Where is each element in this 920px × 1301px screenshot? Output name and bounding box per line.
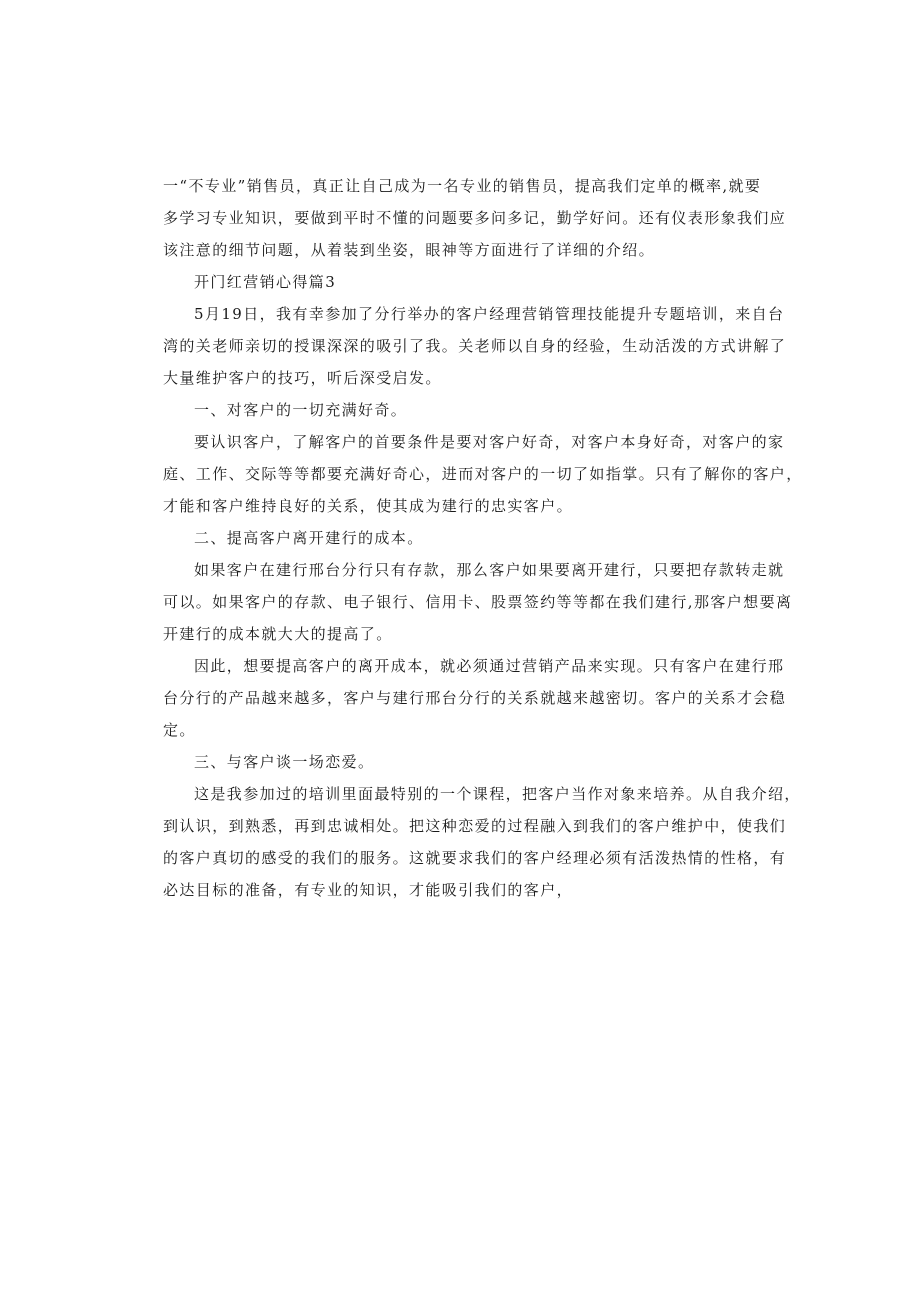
text-line: 必达目标的准备，有专业的知识，才能吸引我们的客户，	[163, 881, 574, 899]
text-line: 5月19日，我有幸参加了分行举办的客户经理营销管理技能提升专题培训，来自台	[194, 305, 785, 323]
text-line: 该注意的细节问题，从着装到坐姿，眼神等方面进行了详细的介绍。	[163, 241, 656, 259]
document-body	[163, 170, 803, 906]
text-line: 庭、工作、交际等等都要充满好奇心，进而对客户的一切了如指掌。只有了解你的客户，	[163, 465, 803, 483]
text-line: 才能和客户维持良好的关系，使其成为建行的忠实客户。	[163, 497, 574, 515]
text-line: 如果客户在建行邢台分行只有存款，那么客户如果要离开建行，只要把存款转走就	[194, 561, 785, 579]
section-heading: 一、对客户的一切充满好奇。	[194, 401, 408, 419]
section-heading: 三、与客户谈一场恋爱。	[194, 753, 375, 771]
text-line: 因此，想要提高客户的离开成本，就必须通过营销产品来实现。只有客户在建行邢	[194, 657, 785, 675]
text-line: 的客户真切的感受的我们的服务。这就要求我们的客户经理必须有活泼热情的性格，有	[163, 849, 787, 867]
text-line: 湾的关老师亲切的授课深深的吸引了我。关老师以自身的经验，生动活泼的方式讲解了	[163, 337, 787, 355]
text-line: 可以。如果客户的存款、电子银行、信用卡、股票签约等等都在我们建行,那客户想要离	[163, 593, 793, 611]
text-line: 多学习专业知识，要做到平时不懂的问题要多问多记，勤学好问。还有仪表形象我们应	[163, 209, 787, 227]
text-line: 一“不专业”销售员，真正让自己成为一名专业的销售员，提高我们定单的概率,就要	[163, 177, 762, 195]
text-line: 定。	[163, 721, 196, 739]
section-heading: 二、提高客户离开建行的成本。	[194, 529, 424, 547]
text-line: 开建行的成本就大大的提高了。	[163, 625, 393, 643]
text-line: 这是我参加过的培训里面最特别的一个课程，把客户当作对象来培养。从自我介绍，	[194, 785, 801, 803]
text-line: 大量维护客户的技巧，听后深受启发。	[163, 369, 442, 387]
section-title: 开门红营销心得篇3	[194, 273, 337, 291]
text-line: 台分行的产品越来越多，客户与建行邢台分行的关系就越来越密切。客户的关系才会稳	[163, 689, 787, 707]
text-line: 到认识，到熟悉，再到忠诚相处。把这种恋爱的过程融入到我们的客户维护中，使我们	[163, 817, 787, 835]
text-line: 要认识客户，了解客户的首要条件是要对客户好奇，对客户本身好奇，对客户的家	[194, 433, 785, 451]
